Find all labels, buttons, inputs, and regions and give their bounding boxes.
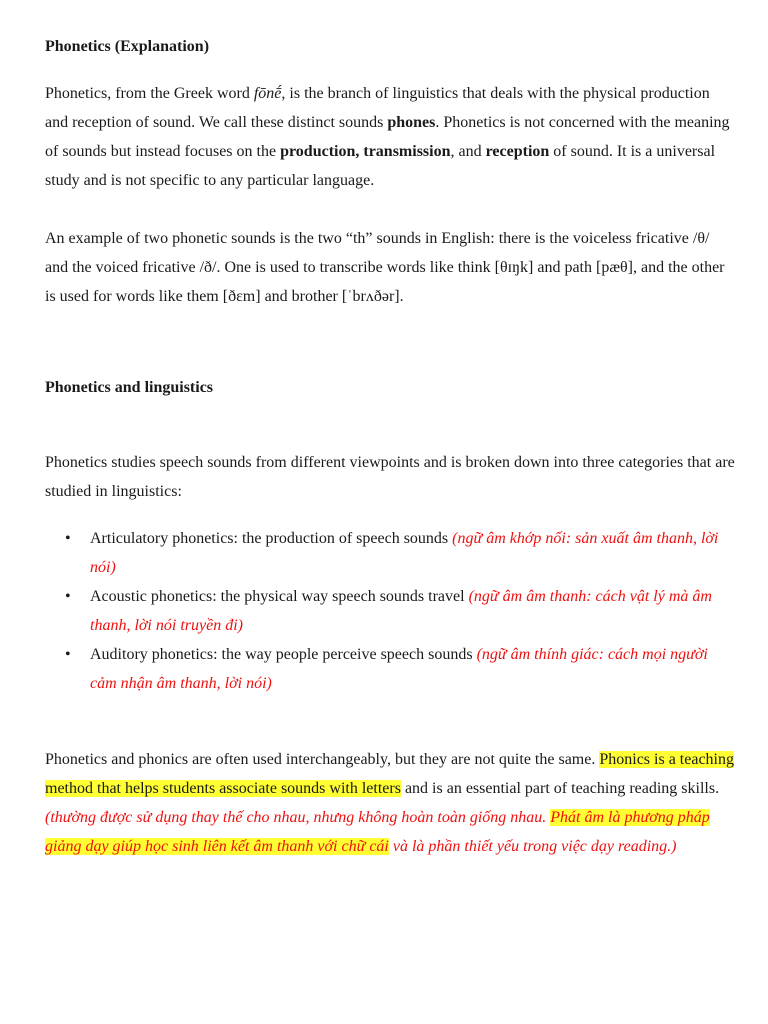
highlighted-phonics-definition: Phonics is a teaching method that helps students associate sounds with letters [45, 751, 734, 797]
item-vietnamese: (ngữ âm khớp nối: sản xuất âm thanh, lời nói) [90, 530, 719, 576]
list-item [45, 524, 735, 582]
paragraph-categories: Phonetics studies speech sounds from different viewpoints and is broken down into three categories that are studied in linguistics: [45, 454, 735, 500]
heading-phonetics-and-linguistics: Phonetics and linguistics [45, 379, 214, 396]
paragraph-definition [45, 79, 735, 195]
bold-production-transmission: production, transmission [280, 143, 451, 160]
heading-phonetics-explanation: Phonetics (Explanation) [45, 38, 210, 55]
text-run: and is an essential part of teaching reading skills. [400, 780, 720, 797]
vietnamese-translation: (thường được sử dụng thay thế cho nhau, nhưng không hoàn toàn giống nhau. [45, 809, 551, 826]
list-item [45, 582, 735, 640]
bullet-icon: • [65, 530, 71, 547]
bullet-icon: • [65, 588, 71, 605]
bold-phones: phones [387, 114, 436, 131]
paragraph-th-example: An example of two phonetic sounds is the two “th” sounds in English: there is the voiceless fricative /θ/ and the voiced fricative /ð/. One is used to transcribe words like think [θɪŋk] and path [pæθ], and the other is used for words like them [ðɛm] and brother [ˈbrʌðər]. [45, 230, 725, 305]
paragraph-phonics [45, 745, 735, 861]
list-item [45, 640, 735, 698]
text-run: of sound. It is a universal study and is not specific to any particular language. [45, 143, 716, 189]
item-english: Auditory phonetics: the way people perceive speech sounds [90, 646, 477, 663]
item-vietnamese: (ngữ âm thính giác: cách mọi người cảm nhận âm thanh, lời nói) [90, 646, 708, 692]
item-english: Acoustic phonetics: the physical way speech sounds travel [90, 588, 469, 605]
category-list [45, 524, 735, 698]
bold-reception: reception [485, 143, 550, 160]
highlighted-vietnamese-definition: Phát âm là phương pháp giảng dạy giúp học sinh liên kết âm thanh với chữ cái [45, 809, 710, 855]
vietnamese-translation-end: và là phần thiết yếu trong việc dạy reading.) [388, 838, 677, 855]
item-english: Articulatory phonetics: the production of speech sounds [90, 530, 453, 547]
text-run: . Phonetics is not concerned with the meaning of sounds but instead focuses on the [45, 114, 730, 160]
text-run: , is the branch of linguistics that deals with the physical production and reception of sound. We call these distinct sounds [45, 85, 710, 131]
greek-word: fōnḗ [253, 85, 282, 102]
item-vietnamese: (ngữ âm âm thanh: cách vật lý mà âm thanh, lời nói truyền đi) [90, 588, 712, 634]
bullet-icon: • [65, 646, 71, 663]
text-run: Phonetics, from the Greek word [45, 85, 254, 102]
text-run: Phonetics and phonics are often used interchangeably, but they are not quite the same. [45, 751, 600, 768]
text-run: , and [450, 143, 486, 160]
